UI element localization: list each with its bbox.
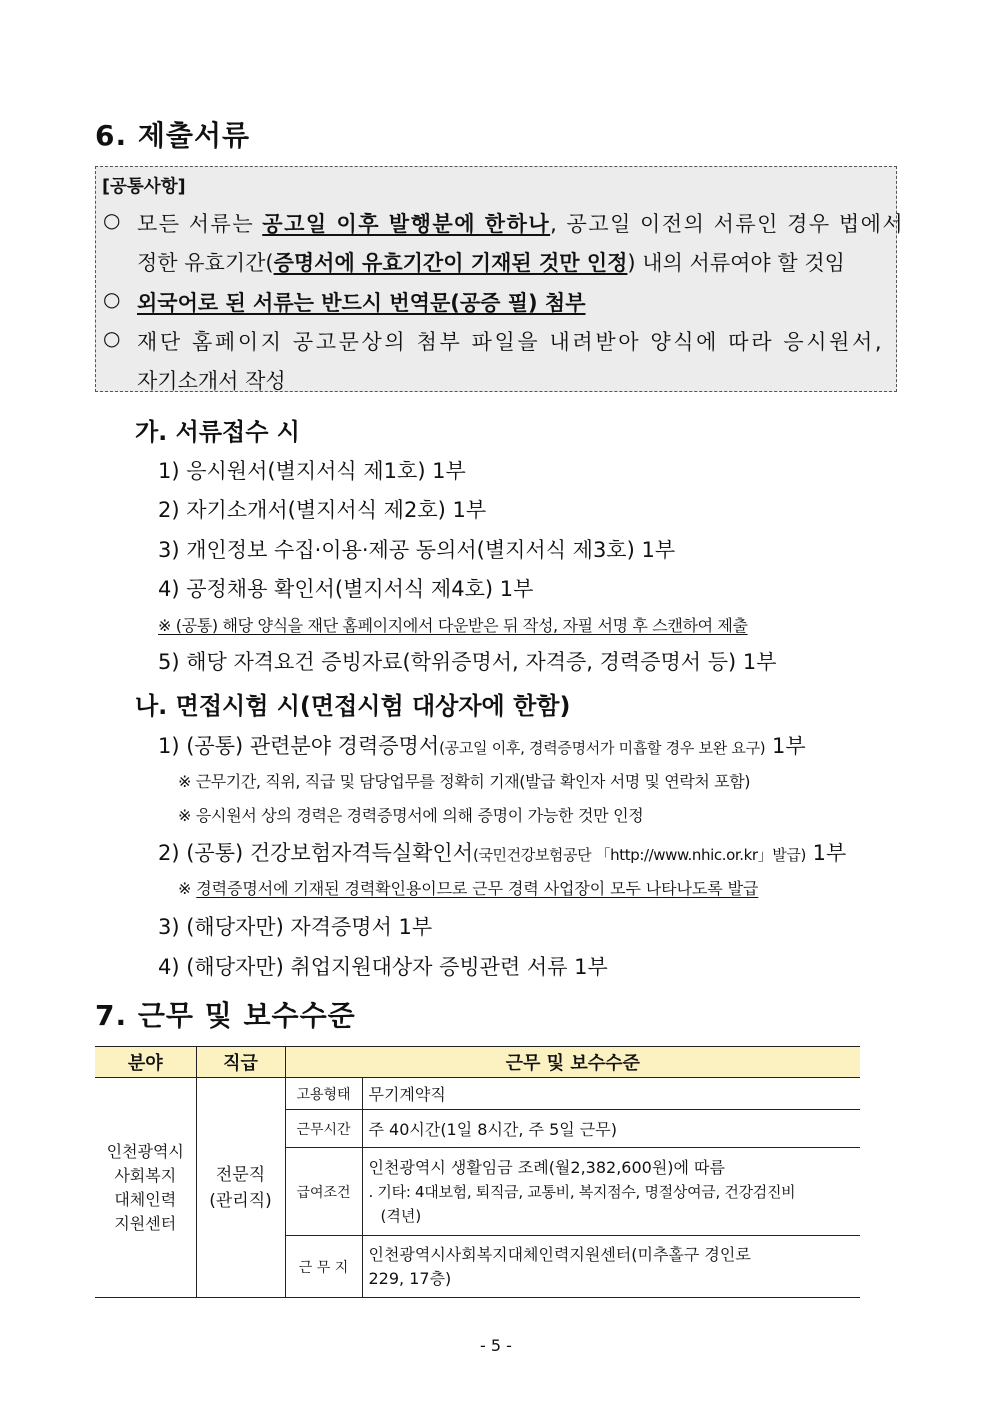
bullet-circle: ○ <box>103 208 121 232</box>
ga-item-3: 3) 개인정보 수집·이용·제공 동의서(별지서식 제3호) 1부 <box>158 538 676 562</box>
header-conditions: 근무 및 보수수준 <box>285 1047 860 1078</box>
field-cell: 인천광역시 사회복지 대체인력 지원센터 <box>95 1078 196 1298</box>
header-field: 분야 <box>95 1047 196 1078</box>
na-item-4: 4) (해당자만) 취업지원대상자 증빙관련 서류 1부 <box>158 955 608 979</box>
row-value-hours: 주 40시간(1일 8시간, 주 5일 근무) <box>362 1110 860 1148</box>
row-value-location: 인천광역시사회복지대체인력지원센터(미추홀구 경인로 229, 17층) <box>362 1236 860 1298</box>
ga-note: ※ (공통) 해당 양식을 재단 홈페이지에서 다운받은 뒤 작성, 자필 서명 후 스캔하여 제출 <box>158 616 748 635</box>
header-grade: 직급 <box>196 1047 285 1078</box>
common-notes-title: [공통사항] <box>102 177 186 197</box>
grade-cell: 전문직 (관리직) <box>196 1078 285 1298</box>
table-row <box>95 1078 860 1110</box>
section-7-title: 7. 근무 및 보수수준 <box>95 999 356 1032</box>
ga-item-1: 1) 응시원서(별지서식 제1호) 1부 <box>158 459 466 483</box>
row-label-employment: 고용형태 <box>285 1078 362 1110</box>
na-item-3: 3) (해당자만) 자격증명서 1부 <box>158 915 433 939</box>
ga-item-4: 4) 공정채용 확인서(별지서식 제4호) 1부 <box>158 577 534 601</box>
page-number: - 5 - <box>480 1336 512 1355</box>
subsection-na-title: 나. 면접시험 시(면접시험 대상자에 한함) <box>135 692 571 720</box>
row-value-pay: 인천광역시 생활임금 조례(월2,382,600원)에 따름 . 기타: 4대보험, 퇴직금, 교통비, 복지점수, 명절상여금, 건강검진비 (격년) <box>362 1148 860 1236</box>
na-note-2: ※ 응시원서 상의 경력은 경력증명서에 의해 증명이 가능한 것만 인정 <box>178 806 644 825</box>
row-label-pay: 급여조건 <box>285 1148 362 1236</box>
na-note-3: ※ 경력증명서에 기재된 경력확인용이므로 근무 경력 사업장이 모두 나타나도록 발급 <box>178 879 759 898</box>
bullet-circle: ○ <box>103 287 121 311</box>
common-note-3b: 자기소개서 작성 <box>137 369 286 393</box>
subsection-ga-title: 가. 서류접수 시 <box>135 418 300 446</box>
row-label-location: 근 무 지 <box>285 1236 362 1298</box>
common-note-1b: 정한 유효기간(증명서에 유효기간이 기재된 것만 인정) 내의 서류여야 할 것임 <box>137 251 845 275</box>
row-label-hours: 근무시간 <box>285 1110 362 1148</box>
common-note-2: 외국어로 된 서류는 반드시 번역문(공증 필) 첨부 <box>137 291 586 315</box>
na-item-2: 2) (공통) 건강보험자격득실확인서(국민건강보험공단 「http://www.nhic.or.kr」발급) 1부 <box>158 841 847 865</box>
table-header-row <box>95 1047 860 1078</box>
common-notes-box <box>95 166 897 392</box>
ga-item-5: 5) 해당 자격요건 증빙자료(학위증명서, 자격증, 경력증명서 등) 1부 <box>158 650 777 674</box>
ga-item-2: 2) 자기소개서(별지서식 제2호) 1부 <box>158 498 487 522</box>
common-note-1a: 모든 서류는 공고일 이후 발행분에 한하나, 공고일 이전의 서류인 경우 법에서 <box>137 212 905 236</box>
bullet-circle: ○ <box>103 326 121 350</box>
na-item-1: 1) (공통) 관련분야 경력증명서(공고일 이후, 경력증명서가 미흡할 경우 보완 요구) 1부 <box>158 734 806 758</box>
common-note-3a: 재단 홈페이지 공고문상의 첨부 파일을 내려받아 양식에 따라 응시원서, <box>137 330 885 354</box>
salary-table <box>95 1046 860 1298</box>
row-value-employment: 무기계약직 <box>362 1078 860 1110</box>
na-note-1: ※ 근무기간, 직위, 직급 및 담당업무를 정확히 기재(발급 확인자 서명 및 연락처 포함) <box>178 772 751 791</box>
section-6-title: 6. 제출서류 <box>95 119 251 152</box>
